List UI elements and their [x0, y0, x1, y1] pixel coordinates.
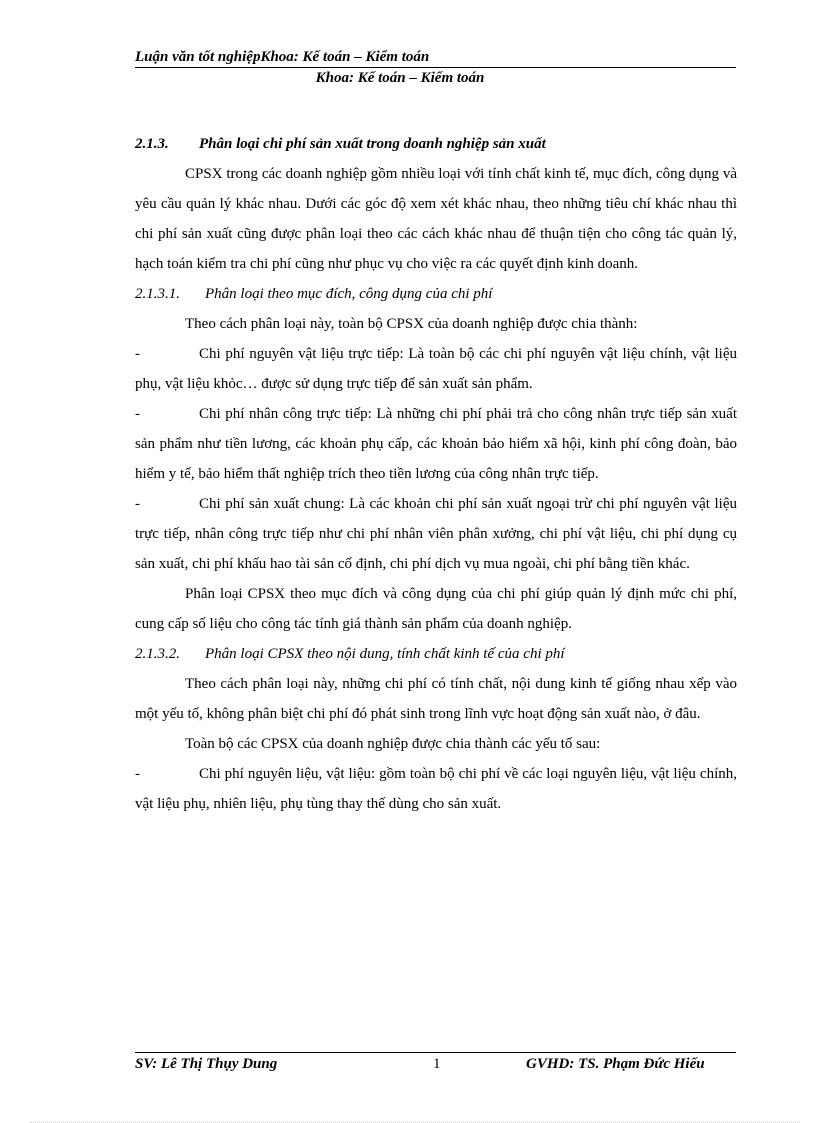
section-intro-paragraph: CPSX trong các doanh nghiệp gồm nhiều loại với tính chất kinh tế, mục đích, công dụng và yêu cầu quản lý khác nhau. Dưới các góc độ xem xét khác nhau, theo những tiêu chí khác nhau thì chi phí sản xuất cũng được phân loại theo các cách khác nhau để thuận tiện cho công tác quản lý, hạch toán kiểm tra chi phí cũng như phục vụ cho việc ra các quyết định kinh doanh.: [135, 166, 737, 272]
header-subtitle: Khoa: Kế toán – Kiểm toán: [315, 70, 485, 86]
subsection-title-2: Phân loại CPSX theo nội dung, tính chất kinh tế của chi phí: [205, 646, 565, 662]
section-title: Phân loại chi phí sản xuất trong doanh nghiệp sản xuất: [199, 136, 546, 152]
document-body: [135, 129, 737, 819]
page-number: 1: [433, 1056, 441, 1072]
list-item-text: Chi phí nguyên vật liệu trực tiếp: Là toàn bộ các chi phí nguyên vật liệu chính, vật liệu phụ, vật liệu khỏc… được sử dụng trực tiếp để sản xuất sản phẩm.: [135, 346, 737, 392]
header-title: Luận văn tốt nghiệpKhoa: Kế toán – Kiểm toán: [135, 49, 430, 65]
list-item: [135, 339, 737, 399]
list-item: [135, 759, 737, 819]
section-heading: [135, 129, 737, 159]
footer-advisor: GVHD: TS. Phạm Đức Hiếu: [526, 1056, 705, 1072]
list-item: [135, 489, 737, 579]
subsection-title-1: Phân loại theo mục đích, công dụng của chi phí: [205, 286, 493, 302]
list-item-text: Chi phí nguyên liệu, vật liệu: gồm toàn bộ chi phí về các loại nguyên liệu, vật liệu chính, vật liệu phụ, nhiên liệu, phụ tùng thay thế dùng cho sản xuất.: [135, 766, 737, 812]
bullet-dash: -: [135, 766, 140, 782]
subsection-number-1: 2.1.3.1.: [135, 286, 180, 302]
subsection-heading-2: [135, 639, 737, 669]
list-item-text: Chi phí sản xuất chung: Là các khoản chi phí sản xuất ngoại trừ chi phí nguyên vật liệu trực tiếp, nhân công trực tiếp như chi phí nhân viên phân xưởng, chi phí vật liệu, chi phí dụng cụ sản xuất, chi phí khấu hao tài sản cố định, chi phí dịch vụ mua ngoài, chi phí bằng tiền khác.: [135, 496, 737, 572]
bullet-dash: -: [135, 406, 140, 422]
bullet-dash: -: [135, 496, 140, 512]
sub2-intro2-paragraph: Toàn bộ các CPSX của doanh nghiệp được chia thành các yếu tố sau:: [185, 736, 601, 752]
sub2-intro-paragraph: Theo cách phân loại này, những chi phí có tính chất, nội dung kinh tế giống nhau xếp vào một yếu tố, không phân biệt chi phí đó phát sinh trong lĩnh vực hoạt động sản xuất nào, ở đâu.: [135, 676, 737, 722]
bullet-dash: -: [135, 346, 140, 362]
sub1-conclusion-paragraph: Phân loại CPSX theo mục đích và công dụng của chi phí giúp quản lý định mức chi phí, cung cấp số liệu cho công tác tính giá thành sản phẩm của doanh nghiệp.: [135, 586, 737, 632]
list-item: [135, 399, 737, 489]
list-item-text: Chi phí nhân công trực tiếp: Là những chi phí phải trả cho công nhân trực tiếp sản xuất sản phẩm như tiền lương, các khoản phụ cấp, các khoản bảo hiểm xã hội, kinh phí công đoàn, bảo hiểm y tế, bảo hiểm thất nghiệp trích theo tiền lương của công nhân trực tiếp.: [135, 406, 737, 482]
section-number: 2.1.3.: [135, 136, 169, 152]
subsection-heading-1: [135, 279, 737, 309]
header-divider: [135, 67, 736, 68]
footer-student: SV: Lê Thị Thụy Dung: [135, 1056, 278, 1072]
subsection-number-2: 2.1.3.2.: [135, 646, 180, 662]
footer-divider: [135, 1052, 736, 1053]
sub1-intro-paragraph: Theo cách phân loại này, toàn bộ CPSX của doanh nghiệp được chia thành:: [185, 316, 638, 332]
